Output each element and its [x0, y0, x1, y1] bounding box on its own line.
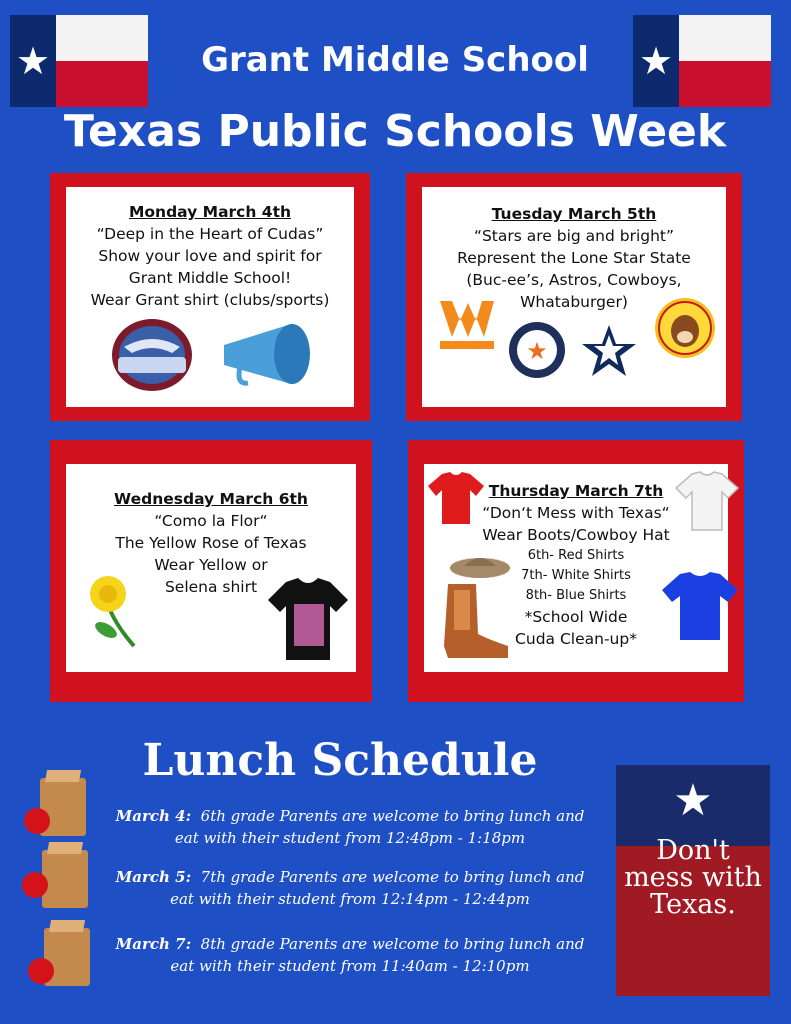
- card-line: Show your love and spirit for: [98, 247, 322, 265]
- day-heading: Wednesday March 6th: [114, 490, 308, 508]
- apple-icon: [22, 872, 48, 898]
- lunch-row: [100, 866, 600, 910]
- day-heading: Tuesday March 5th: [491, 205, 657, 223]
- white-shirt-icon: [674, 470, 740, 532]
- card-line: Wear Boots/Cowboy Hat: [482, 526, 670, 544]
- card-line: Whataburger): [520, 293, 628, 311]
- lunch-bag-icon: [42, 850, 88, 908]
- yellow-rose-icon: [88, 572, 140, 648]
- apple-icon: [28, 958, 54, 984]
- selena-shirt-icon: [266, 576, 350, 662]
- thursday-card: [408, 440, 744, 702]
- card-line: The Yellow Rose of Texas: [115, 534, 307, 552]
- card-line: (Buc-ee’s, Astros, Cowboys,: [466, 271, 682, 289]
- blue-shirt-icon: [660, 570, 740, 642]
- shirt-color-line: 6th- Red Shirts: [527, 548, 625, 563]
- monday-card: [50, 173, 370, 421]
- day-heading: Thursday March 7th: [488, 482, 664, 500]
- bucees-logo: [654, 297, 716, 359]
- card-line: “Como la Flor“: [154, 512, 268, 530]
- lunch-line: 7th grade Parents are welcome to bring lunch and: [200, 868, 585, 886]
- card-line: “Deep in the Heart of Cudas”: [96, 225, 324, 243]
- day-heading: Monday March 4th: [128, 203, 292, 221]
- svg-text:★: ★: [526, 337, 548, 365]
- card-line: “Stars are big and bright”: [473, 227, 675, 245]
- lunch-schedule-title: Lunch Schedule: [142, 735, 538, 786]
- star-icon: ★: [673, 775, 713, 826]
- lunch-date: March 7:: [115, 935, 192, 953]
- star-icon: ★: [638, 39, 674, 83]
- card-line: Grant Middle School!: [128, 269, 292, 287]
- lunch-date: March 5:: [115, 868, 192, 886]
- lunch-row: [100, 805, 600, 849]
- lunch-line: eat with their student from 11:40am - 12:10pm: [170, 957, 530, 975]
- star-icon: ★: [15, 39, 51, 83]
- lunch-row: [100, 933, 600, 977]
- page-title: Texas Public Schools Week: [63, 106, 727, 157]
- wednesday-card: [50, 440, 372, 702]
- red-shirt-icon: [426, 470, 486, 526]
- shirt-color-line: 7th- White Shirts: [521, 568, 631, 583]
- card-line: Cuda Clean-up*: [515, 630, 637, 648]
- cowboy-boot-icon: [434, 550, 512, 662]
- lunch-line: 6th grade Parents are welcome to bring lunch and: [200, 807, 585, 825]
- card-line: Wear Grant shirt (clubs/sports): [90, 291, 330, 309]
- poster-text: Don't mess with Texas.: [624, 835, 762, 920]
- card-line: *School Wide: [524, 608, 628, 626]
- lunch-line: eat with their student from 12:48pm - 1:18pm: [174, 829, 526, 847]
- card-line: “Don‘t Mess with Texas“: [482, 504, 670, 522]
- megaphone-icon: [218, 321, 318, 389]
- card-line: Represent the Lone Star State: [457, 249, 691, 267]
- card-line: Wear Yellow or: [154, 556, 268, 574]
- cowboys-star-icon: [580, 323, 638, 379]
- card-line: Selena shirt: [164, 578, 258, 596]
- astros-logo: [508, 321, 566, 379]
- dont-mess-with-texas-poster: [616, 765, 770, 996]
- barracudas-logo: [110, 317, 194, 393]
- shirt-color-line: 8th- Blue Shirts: [525, 588, 627, 603]
- lunch-line: eat with their student from 12:14pm - 12:44pm: [170, 890, 530, 908]
- lunch-line: 8th grade Parents are welcome to bring lunch and: [200, 935, 585, 953]
- apple-icon: [24, 808, 50, 834]
- whataburger-logo: [438, 297, 496, 351]
- lunch-date: March 4:: [115, 807, 192, 825]
- texas-flag-right: [633, 15, 771, 107]
- school-name: Grant Middle School: [201, 40, 589, 80]
- texas-flag-left: [10, 15, 148, 107]
- tuesday-card: [406, 173, 742, 421]
